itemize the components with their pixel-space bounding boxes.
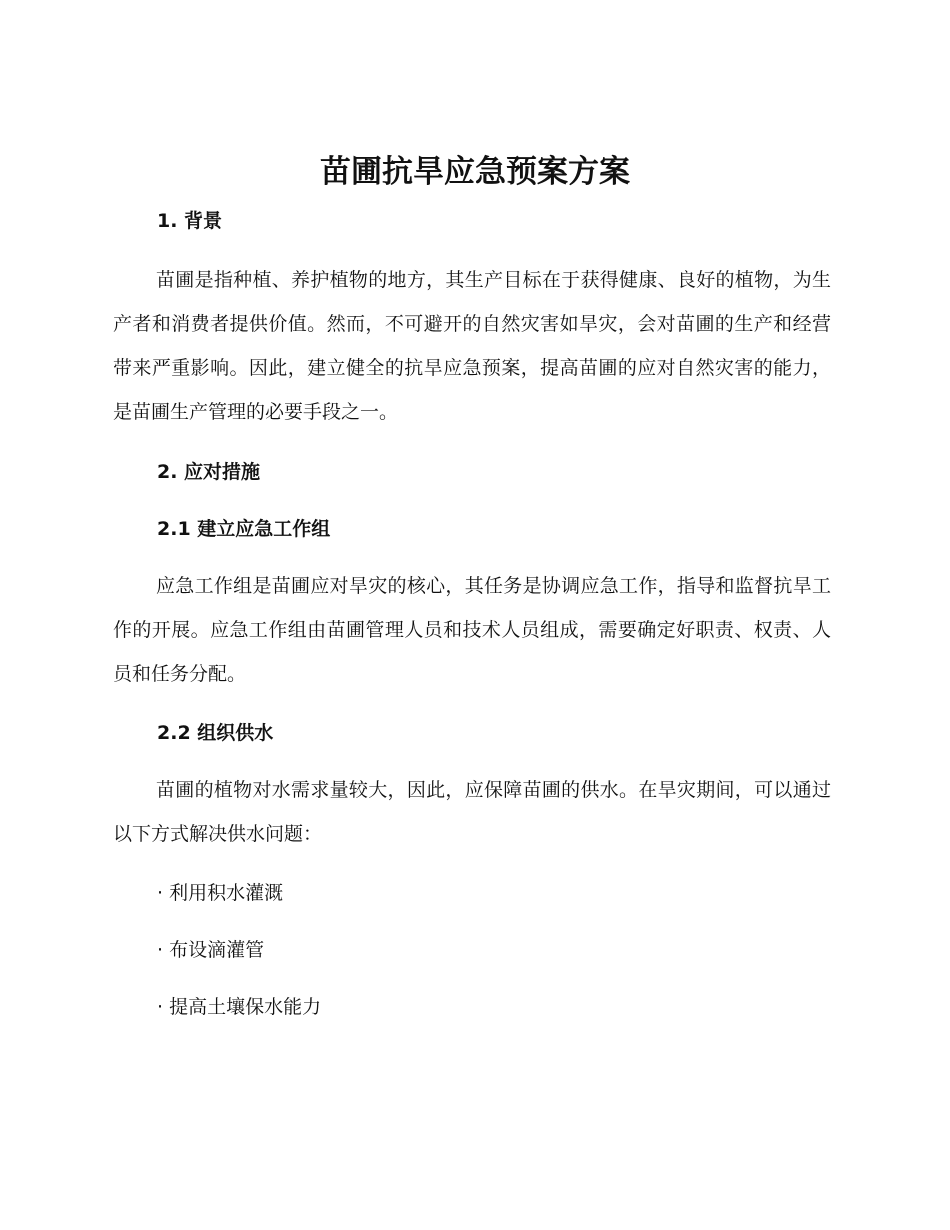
background-paragraph: 苗圃是指种植、养护植物的地方，其生产目标在于获得健康、良好的植物，为生产者和消费者提供价值。然而，不可避开的自然灾害如旱灾，会对苗圃的生产和经营带来严重影响。因此，建立健全的抗旱应急预案，提高苗圃的应对自然灾害的能力，是苗圃生产管理的必要手段之一。: [113, 269, 831, 423]
water-supply-paragraph: 苗圃的植物对水需求量较大，因此，应保障苗圃的供水。在旱灾期间，可以通过以下方式解决供水问题：: [113, 779, 831, 845]
document-title: 苗圃抗旱应急预案方案: [320, 154, 630, 190]
list-item: · 布设滴灌管: [157, 939, 265, 961]
emergency-team-paragraph: 应急工作组是苗圃应对旱灾的核心，其任务是协调应急工作，指导和监督抗旱工作的开展。应急工作组由苗圃管理人员和技术人员组成，需要确定好职责、权责、人员和任务分配。: [113, 575, 831, 685]
list-item: · 利用积水灌溉: [157, 882, 284, 904]
subsection-heading-water-supply: 2.2 组织供水: [157, 722, 274, 744]
list-item: · 提高土壤保水能力: [157, 996, 322, 1018]
section-heading-measures: 2. 应对措施: [157, 461, 261, 483]
subsection-heading-emergency-team: 2.1 建立应急工作组: [157, 518, 331, 540]
section-heading-background: 1. 背景: [157, 210, 223, 232]
